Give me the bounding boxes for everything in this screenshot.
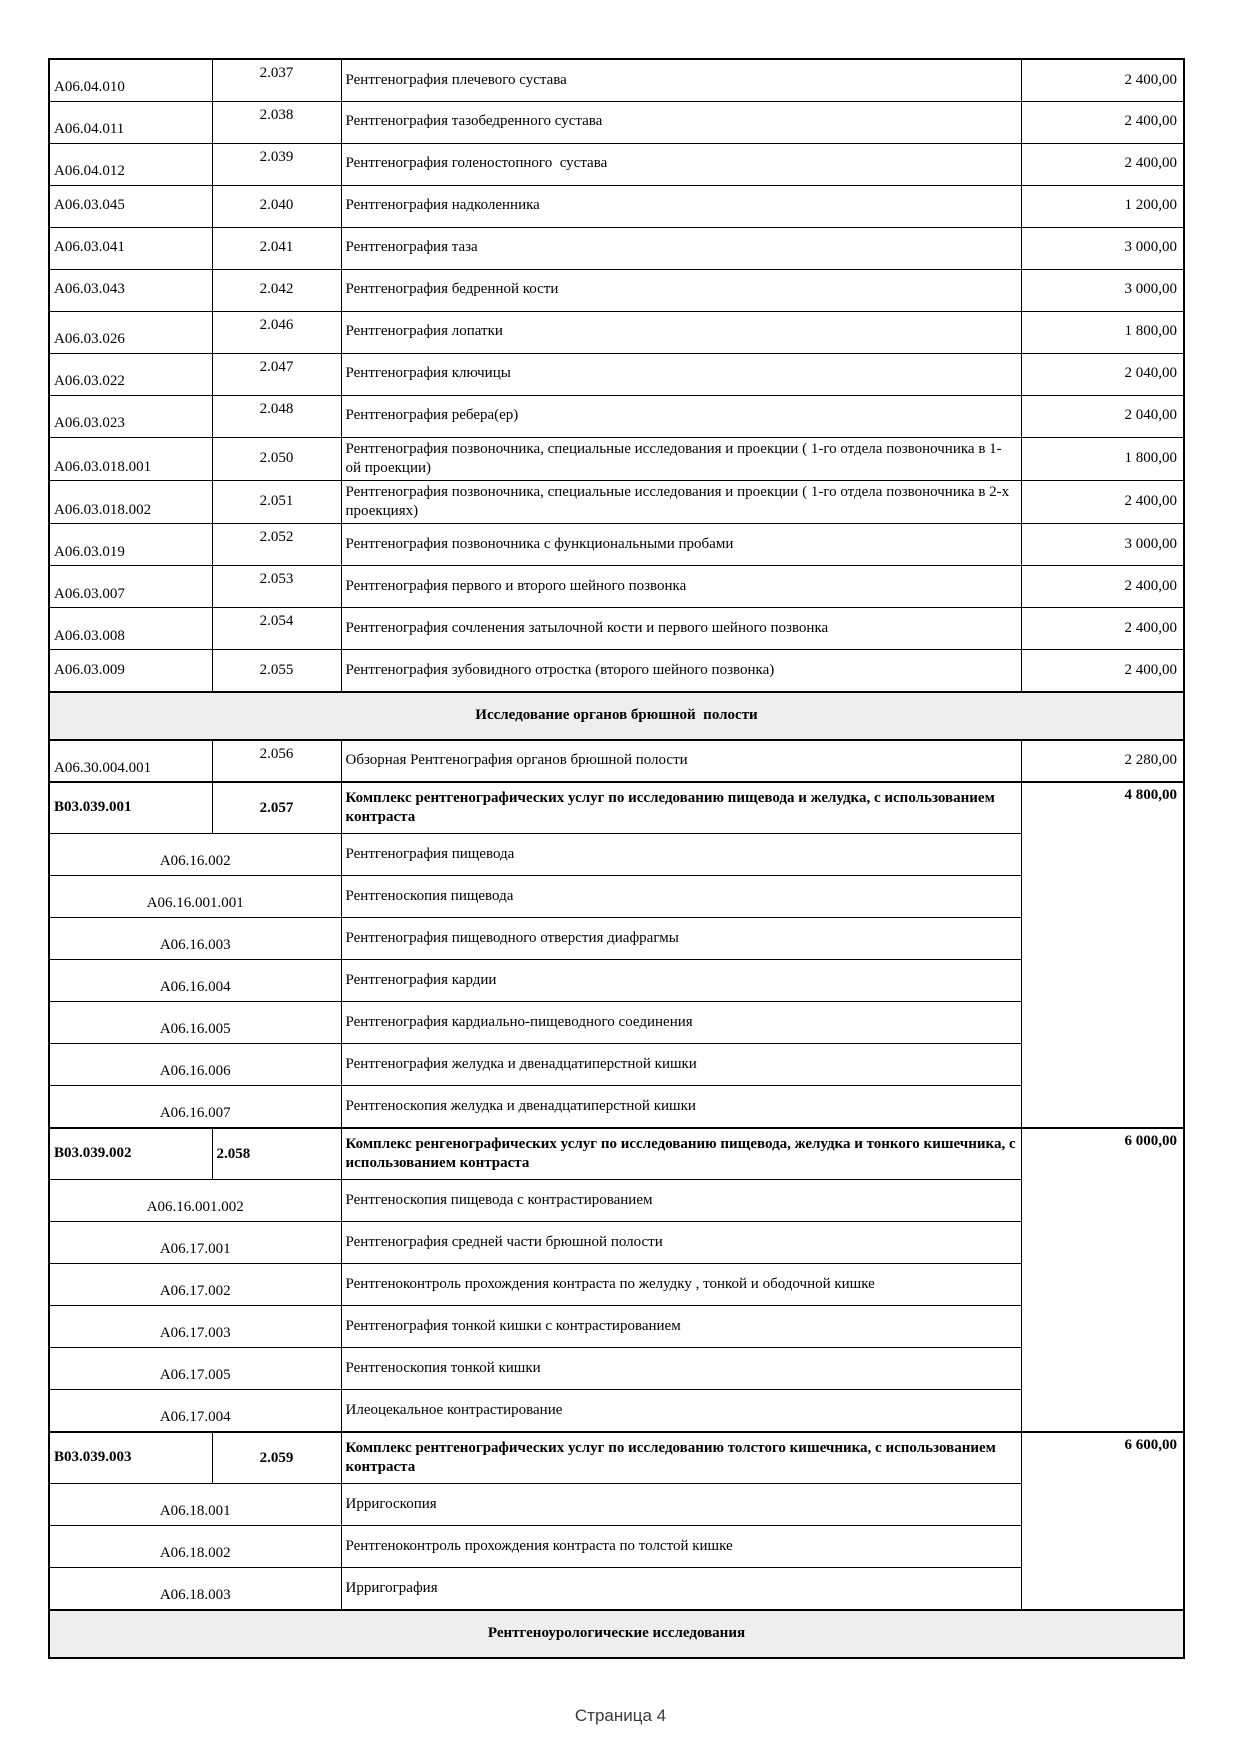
service-code-cell: А06.17.005 <box>49 1348 341 1390</box>
sub-service-row <box>49 1306 1184 1348</box>
service-code-cell: А06.30.004.001 <box>49 740 212 782</box>
service-code-cell: А06.16.003 <box>49 918 341 960</box>
service-code-cell: А06.17.004 <box>49 1390 341 1432</box>
service-name-cell: Рентгеноконтроль прохождения контраста по толстой кишке <box>341 1526 1021 1568</box>
service-code-cell: А06.04.012 <box>49 143 212 185</box>
service-code-cell: А06.03.009 <box>49 650 212 692</box>
service-code-cell: А06.03.007 <box>49 566 212 608</box>
service-code-cell: А06.16.002 <box>49 834 341 876</box>
table-row <box>49 437 1184 480</box>
service-name-cell: Рентгенография тазобедренного сустава <box>341 101 1021 143</box>
service-name-cell: Рентгенография позвоночника, специальные исследования и проекции ( 1-го отдела позвоночника в 2-х проекциях) <box>341 480 1021 523</box>
price-cell: 3 000,00 <box>1021 227 1184 269</box>
sub-service-row <box>49 1526 1184 1568</box>
item-number-cell: 2.039 <box>212 143 341 185</box>
item-number-cell: 2.059 <box>212 1432 341 1484</box>
table-row <box>49 143 1184 185</box>
service-code-cell: А06.04.010 <box>49 59 212 101</box>
price-cell: 2 040,00 <box>1021 395 1184 437</box>
service-name-cell: Рентгенография пищеводного отверстия диафрагмы <box>341 918 1021 960</box>
section-header-label: Рентгеноурологические исследования <box>49 1610 1184 1658</box>
service-code-cell: А06.18.001 <box>49 1484 341 1526</box>
service-code-cell: А06.16.005 <box>49 1002 341 1044</box>
table-row <box>49 480 1184 523</box>
service-name-cell: Рентгенография тонкой кишки с контрастированием <box>341 1306 1021 1348</box>
service-code-cell: А06.16.007 <box>49 1086 341 1128</box>
sub-service-row <box>49 1222 1184 1264</box>
sub-service-row <box>49 1348 1184 1390</box>
service-name-cell: Илеоцекальное контрастирование <box>341 1390 1021 1432</box>
service-name-cell: Рентгенография пищевода <box>341 834 1021 876</box>
item-number-cell: 2.048 <box>212 395 341 437</box>
item-number-cell: 2.057 <box>212 782 341 834</box>
table-row <box>49 740 1184 782</box>
service-name-cell: Комплекс ренгенографических услуг по исследованию пищевода, желудка и тонкого кишечника, с использованием контраста <box>341 1128 1021 1180</box>
service-code-cell: А06.03.023 <box>49 395 212 437</box>
price-cell: 1 800,00 <box>1021 437 1184 480</box>
item-number-cell: 2.042 <box>212 269 341 311</box>
service-code-cell: А06.18.002 <box>49 1526 341 1568</box>
item-number-cell: 2.053 <box>212 566 341 608</box>
price-cell: 3 000,00 <box>1021 524 1184 566</box>
service-name-cell: Рентгенография желудка и двенадцатиперстной кишки <box>341 1044 1021 1086</box>
service-name-cell: Рентгенография позвоночника с функциональными пробами <box>341 524 1021 566</box>
service-name-cell: Рентгеноскопия пищевода <box>341 876 1021 918</box>
price-cell: 2 400,00 <box>1021 101 1184 143</box>
service-name-cell: Ирригография <box>341 1568 1021 1610</box>
item-number-cell: 2.058 <box>212 1128 341 1180</box>
table-row <box>49 566 1184 608</box>
table-row <box>49 101 1184 143</box>
service-code-cell: А06.03.045 <box>49 185 212 227</box>
sub-service-row <box>49 918 1184 960</box>
price-cell: 2 400,00 <box>1021 480 1184 523</box>
price-cell: 2 400,00 <box>1021 59 1184 101</box>
service-name-cell: Комплекс рентгенографических услуг по исследованию толстого кишечника, с использованием контраста <box>341 1432 1021 1484</box>
price-cell: 3 000,00 <box>1021 269 1184 311</box>
sub-service-row <box>49 1484 1184 1526</box>
item-number-cell: 2.041 <box>212 227 341 269</box>
item-number-cell: 2.040 <box>212 185 341 227</box>
table-row <box>49 227 1184 269</box>
service-code-cell: В03.039.003 <box>49 1432 212 1484</box>
item-number-cell: 2.056 <box>212 740 341 782</box>
service-code-cell: А06.17.002 <box>49 1264 341 1306</box>
complex-service-row <box>49 1432 1184 1484</box>
section-header-row <box>49 1610 1184 1658</box>
service-name-cell: Рентгенография кардиально-пищеводного соединения <box>341 1002 1021 1044</box>
service-code-cell: А06.03.041 <box>49 227 212 269</box>
table-row <box>49 185 1184 227</box>
price-cell: 2 400,00 <box>1021 143 1184 185</box>
sub-service-row <box>49 1180 1184 1222</box>
service-code-cell: А06.03.018.001 <box>49 437 212 480</box>
price-cell: 6 600,00 <box>1021 1432 1184 1610</box>
price-table <box>48 58 1185 1659</box>
sub-service-row <box>49 1086 1184 1128</box>
service-name-cell: Рентгенография надколенника <box>341 185 1021 227</box>
service-code-cell: А06.04.011 <box>49 101 212 143</box>
service-code-cell: А06.03.026 <box>49 311 212 353</box>
table-row <box>49 395 1184 437</box>
service-name-cell: Комплекс рентгенографических услуг по исследованию пищевода и желудка, с использованием контраста <box>341 782 1021 834</box>
service-name-cell: Рентгенография средней части брюшной полости <box>341 1222 1021 1264</box>
price-cell: 2 280,00 <box>1021 740 1184 782</box>
complex-service-row <box>49 782 1184 834</box>
service-name-cell: Рентгеноскопия пищевода с контрастированием <box>341 1180 1021 1222</box>
service-name-cell: Рентгенография первого и второго шейного позвонка <box>341 566 1021 608</box>
price-table-body <box>49 59 1184 1658</box>
price-cell: 2 040,00 <box>1021 353 1184 395</box>
complex-service-row <box>49 1128 1184 1180</box>
sub-service-row <box>49 960 1184 1002</box>
sub-service-row <box>49 834 1184 876</box>
service-name-cell: Рентгенография ребера(ер) <box>341 395 1021 437</box>
item-number-cell: 2.047 <box>212 353 341 395</box>
table-row <box>49 524 1184 566</box>
service-name-cell: Рентгенография бедренной кости <box>341 269 1021 311</box>
item-number-cell: 2.050 <box>212 437 341 480</box>
service-name-cell: Рентгенография голеностопного сустава <box>341 143 1021 185</box>
service-name-cell: Рентгенография таза <box>341 227 1021 269</box>
table-row <box>49 608 1184 650</box>
page-footer <box>0 1706 1241 1726</box>
price-cell: 4 800,00 <box>1021 782 1184 1128</box>
price-cell: 1 200,00 <box>1021 185 1184 227</box>
service-name-cell: Рентгеноскопия желудка и двенадцатиперстной кишки <box>341 1086 1021 1128</box>
service-name-cell: Обзорная Рентгенография органов брюшной полости <box>341 740 1021 782</box>
table-row <box>49 650 1184 692</box>
section-header-label: Исследование органов брюшной полости <box>49 692 1184 740</box>
service-code-cell: В03.039.002 <box>49 1128 212 1180</box>
service-name-cell: Рентгеноконтроль прохождения контраста по желудку , тонкой и ободочной кишке <box>341 1264 1021 1306</box>
service-code-cell: А06.16.001.001 <box>49 876 341 918</box>
service-code-cell: А06.03.008 <box>49 608 212 650</box>
service-name-cell: Рентгенография плечевого сустава <box>341 59 1021 101</box>
service-code-cell: А06.03.022 <box>49 353 212 395</box>
service-code-cell: А06.16.001.002 <box>49 1180 341 1222</box>
service-code-cell: А06.17.001 <box>49 1222 341 1264</box>
sub-service-row <box>49 1264 1184 1306</box>
sub-service-row <box>49 1568 1184 1610</box>
sub-service-row <box>49 1002 1184 1044</box>
section-header-row <box>49 692 1184 740</box>
price-cell: 2 400,00 <box>1021 566 1184 608</box>
service-name-cell: Рентгенография кардии <box>341 960 1021 1002</box>
service-code-cell: А06.17.003 <box>49 1306 341 1348</box>
table-row <box>49 353 1184 395</box>
price-cell: 6 000,00 <box>1021 1128 1184 1432</box>
item-number-cell: 2.054 <box>212 608 341 650</box>
price-cell: 1 800,00 <box>1021 311 1184 353</box>
sub-service-row <box>49 1390 1184 1432</box>
service-code-cell: А06.03.018.002 <box>49 480 212 523</box>
service-name-cell: Рентгенография зубовидного отростка (второго шейного позвонка) <box>341 650 1021 692</box>
service-code-cell: А06.16.004 <box>49 960 341 1002</box>
service-name-cell: Рентгенография ключицы <box>341 353 1021 395</box>
item-number-cell: 2.037 <box>212 59 341 101</box>
price-cell: 2 400,00 <box>1021 608 1184 650</box>
table-row <box>49 59 1184 101</box>
service-name-cell: Рентгенография лопатки <box>341 311 1021 353</box>
sub-service-row <box>49 1044 1184 1086</box>
service-name-cell: Рентгеноскопия тонкой кишки <box>341 1348 1021 1390</box>
sub-service-row <box>49 876 1184 918</box>
service-code-cell: А06.16.006 <box>49 1044 341 1086</box>
service-name-cell: Рентгенография позвоночника, специальные исследования и проекции ( 1-го отдела позвоночника в 1-ой проекции) <box>341 437 1021 480</box>
price-cell: 2 400,00 <box>1021 650 1184 692</box>
item-number-cell: 2.046 <box>212 311 341 353</box>
page-number-label: Страница 4 <box>574 1706 667 1725</box>
service-name-cell: Рентгенография сочленения затылочной кости и первого шейного позвонка <box>341 608 1021 650</box>
item-number-cell: 2.038 <box>212 101 341 143</box>
item-number-cell: 2.052 <box>212 524 341 566</box>
service-code-cell: В03.039.001 <box>49 782 212 834</box>
item-number-cell: 2.055 <box>212 650 341 692</box>
service-code-cell: А06.03.019 <box>49 524 212 566</box>
table-row <box>49 311 1184 353</box>
table-row <box>49 269 1184 311</box>
service-name-cell: Ирригоскопия <box>341 1484 1021 1526</box>
item-number-cell: 2.051 <box>212 480 341 523</box>
service-code-cell: А06.18.003 <box>49 1568 341 1610</box>
service-code-cell: А06.03.043 <box>49 269 212 311</box>
